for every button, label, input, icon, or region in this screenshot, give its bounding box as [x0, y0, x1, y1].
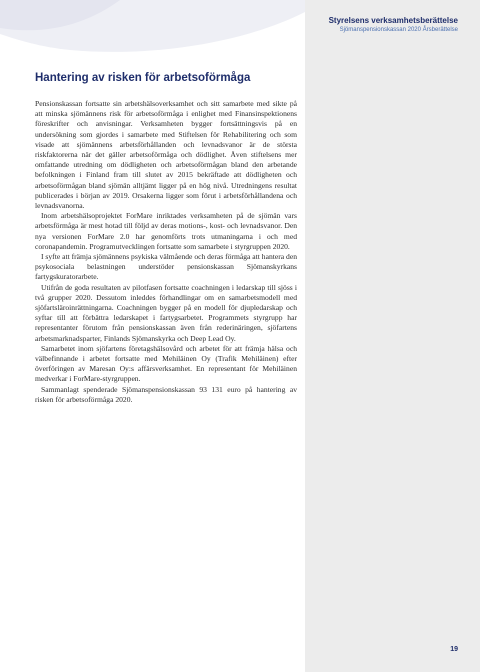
- running-header: [329, 16, 458, 34]
- paragraph: I syfte att främja sjömännens psykiska välmående och deras förmåga att hantera den psykosociala belastningen understöder pensionskassan Sjömanskyrkans fartygskuratorarbete.: [35, 252, 297, 282]
- paragraph: Samarbetet inom sjöfartens företagshälsovård och arbetet för att främja hälsa och välbefinnande i arbetet fortsatte med Mehiläinen Oy (Trafik Mehiläinen) efter överföringen av Maresan Oy:s affärsverksamhet. En representant för Mehiläinen medverkar i ForMare-styrgruppen.: [35, 343, 297, 384]
- header-subtitle: Sjömanspensionskassan 2020 Årsberättelse: [339, 27, 458, 33]
- section-heading: Hantering av risken för arbetsoförmåga: [35, 72, 251, 84]
- body-text: [35, 99, 297, 405]
- sidebar-panel: [305, 0, 480, 672]
- page-number: 19: [450, 646, 458, 653]
- decorative-wave: [0, 0, 305, 70]
- paragraph: Sammanlagt spenderade Sjömanspensionskassan 93 131 euro på hantering av risken för arbetsoförmåga 2020.: [35, 384, 297, 404]
- header-title: Styrelsens verksamhetsberättelse: [328, 16, 458, 25]
- paragraph: Inom arbetshälsoprojektet ForMare inriktades verksamheten på de sjömän vars arbetsförmåga är mest hotad till följd av deras motions-, kost- och levnadsvanor. Den nya versionen ForMare 2.0 har genomförts trots utmaningarna i och med coronapandemin. Programutvecklingen fortsatte som samarbete i styrgruppen 2020.: [35, 211, 297, 251]
- paragraph: Utifrån de goda resultaten av pilotfasen fortsatte coachningen i ledarskap till sjöss i två grupper 2020. Dessutom inleddes förhandlingar om en samarbetsmodell med sjöfartsläroinrättningarna. Coachningen bygger på en modell för djupledarskap och syftar till att förbättra ledarskapet i fartygsarbetet. Programmets styrgrupp har representanter förutom från pensionskassan även från rederinäringen, sjöfartens arbetsmarknadsparter, Finlands Sjömanskyrka och Deep Lead Oy.: [35, 282, 297, 343]
- paragraph: Pensionskassan fortsatte sin arbetshälsoverksamhet och sitt samarbete med sikte på att minska sjömännens risk för arbetsoförmåga i enlighet med Finansinspektionens föreskrifter och anvisningar. Verksamheten bygger fortsättningsvis på en undersökning som gjordes i samarbete med Stiftelsen för Rehabilitering och som visade att sjömännens arbetsförhållanden och levnadsvanor är de största riskfaktorerna när det gäller arbetsoförmåga och dödlighet. Även stiftelsens mer omfattande utredning om dödligheten och arbetsoförmågan bland den arbetande befolkningen i Finland fram till slutet av 2015 bekräftade att dödligheten och arbetsoförmågan bland sjömän alltjämt ligger på en hög nivå. Utredningens resultat publicerades i början av 2019. Orsakerna ligger som förut i arbetsförhållandena och levnadsvanorna.: [35, 99, 297, 211]
